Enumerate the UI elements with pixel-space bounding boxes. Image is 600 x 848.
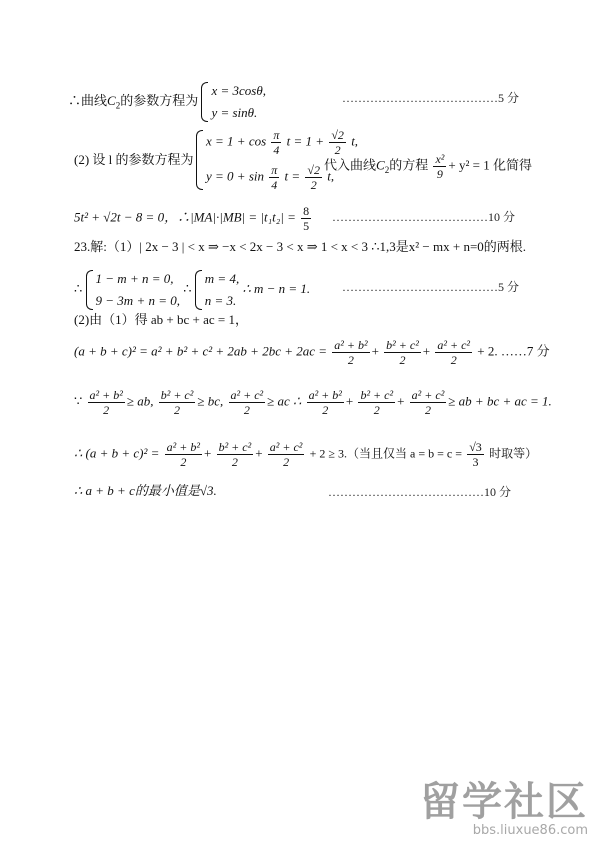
- frac-num: x²: [435, 152, 445, 166]
- therefore-symbol: ∴: [183, 280, 192, 296]
- line-eq-y-part2: t =: [284, 168, 301, 184]
- frac-num: a² + b²: [334, 338, 368, 352]
- frac-ac: [229, 388, 266, 417]
- frac-den: 4: [273, 143, 280, 157]
- score-5-first: [342, 89, 519, 106]
- frac-ac: [268, 440, 305, 469]
- plus-sign: +: [255, 445, 263, 461]
- plus-sign: +: [345, 393, 354, 409]
- curve-subscript: 2: [115, 100, 121, 111]
- dot-leader: …………………………………: [332, 210, 488, 224]
- frac-num: b² + c²: [218, 440, 252, 454]
- dot-leader: …………………………………: [328, 485, 484, 499]
- frac-num: a² + c²: [437, 338, 471, 352]
- inequality-line: [74, 388, 552, 417]
- system-row: m = 4,: [204, 271, 240, 286]
- frac-den: 2: [231, 455, 238, 469]
- watermark-logo-text: 留学社区: [420, 779, 588, 825]
- line-param-l: [74, 128, 532, 192]
- curve-symbol: C: [107, 92, 116, 108]
- frac-num: a² + b²: [166, 440, 200, 454]
- plus-sign: +: [397, 393, 405, 409]
- eight-fifths-frac: [301, 204, 311, 233]
- frac-num: a² + b²: [89, 388, 123, 402]
- equality-condition: + 2 ≥ 3.（当且仅当 a = b = c =: [309, 446, 462, 461]
- frac-den: 3: [472, 455, 479, 469]
- problem-23-line: [74, 239, 526, 255]
- score-5-second: [342, 278, 519, 295]
- frac-bc: [217, 440, 254, 469]
- equality-condition-tail: 时取等）: [489, 446, 538, 461]
- frac-den: 2: [450, 353, 457, 367]
- frac-ac: [410, 388, 447, 417]
- pi-over-4-frac: [269, 163, 279, 192]
- frac-num: a² + c²: [269, 440, 303, 454]
- min-lhs: ∴ (a + b + c)² =: [74, 445, 160, 461]
- frac-bc: [358, 388, 395, 417]
- frac-num: a² + c²: [230, 388, 264, 402]
- line-eq-y-part1: y = 0 + sin: [206, 168, 264, 184]
- root2-over-2-frac: [305, 163, 322, 192]
- frac-ac: [435, 338, 472, 367]
- curve-symbol: C: [376, 157, 385, 173]
- frac-num: a² + b²: [308, 388, 342, 402]
- frac-ab: [332, 338, 369, 367]
- therefore-symbol: ∴: [74, 280, 83, 296]
- frac-den: 2: [322, 403, 329, 417]
- frac-den: 2: [347, 353, 354, 367]
- frac-num: π: [271, 163, 278, 177]
- frac-ab: [165, 440, 202, 469]
- frac-den: 2: [399, 353, 406, 367]
- min-value-text: ∴ a + b + c的最小值是√3.: [74, 483, 217, 498]
- score-10-second: [328, 483, 511, 500]
- param-label: 的参数方程为: [120, 92, 199, 108]
- frac-bc: [159, 388, 196, 417]
- frac-num: π: [273, 128, 280, 142]
- part2-sum-text: (2)由（1）得 ab + bc + ac = 1，: [74, 312, 248, 327]
- frac-den: 2: [283, 455, 290, 469]
- score-10-first: [332, 208, 515, 225]
- frac-den: 2: [334, 143, 341, 157]
- param-eq-y: y = sinθ.: [211, 105, 258, 120]
- frac-den: 2: [243, 403, 250, 417]
- system-row: 1 − m + n = 0,: [95, 271, 174, 286]
- frac-ab: [307, 388, 344, 417]
- frac-bc: [384, 338, 421, 367]
- frac-num: b² + c²: [386, 338, 419, 352]
- quadratic-equation: 5t² + √2t − 8 = 0，∴|MA|·|MB| = |t₁t₂| =: [74, 209, 296, 225]
- expansion-line: [74, 338, 550, 367]
- site-watermark: [420, 770, 588, 838]
- frac-num: b² + c²: [160, 388, 194, 402]
- curve-subscript: 2: [384, 165, 390, 176]
- line-eq-x-part2: t = 1 +: [286, 133, 325, 149]
- problem-23-text: 23.解:（1）| 2x − 3 | < x ⇒ −x < 2x − 3 < x ⇒ 1 < x < 3 ∴1,3是x² − mx + n=0的两根.: [74, 239, 527, 254]
- therefore-text: ∴曲线: [68, 92, 108, 108]
- dot-leader: …………………………………: [342, 91, 498, 105]
- score-label: 5 分: [498, 280, 520, 294]
- frac-ab: [88, 388, 125, 417]
- dot-leader: …………………………………: [342, 280, 498, 294]
- plus-sign: +: [371, 343, 379, 359]
- part2-label: (2) 设 l 的参数方程为: [74, 152, 194, 167]
- line-eq-y-part3: t,: [327, 168, 335, 184]
- line-eq-x-part3: t,: [351, 133, 359, 149]
- system-mn-line: [74, 268, 310, 312]
- line-eq-x-part1: x = 1 + cos: [206, 133, 267, 149]
- frac-den: 2: [310, 178, 317, 192]
- param-eq-x: x = 3cosθ,: [211, 83, 266, 98]
- frac-den: 2: [424, 403, 431, 417]
- part2-sum-line: [74, 312, 248, 328]
- frac-num: √2: [307, 163, 320, 177]
- root3-over-3-frac: [467, 440, 484, 469]
- because-symbol: ∵: [74, 393, 83, 409]
- frac-den: 4: [271, 178, 278, 192]
- system-row: 9 − 3m + n = 0,: [95, 293, 180, 308]
- ineq-part: ≥ ac ∴: [267, 393, 302, 409]
- simplify-text: + y² = 1 化简得: [448, 157, 532, 173]
- expansion-lhs: (a + b + c)² = a² + b² + c² + 2ab + 2bc + 2ac =: [74, 343, 328, 359]
- curve-c2-param-line: [68, 80, 266, 124]
- min-value-line: [74, 483, 217, 499]
- watermark-url: bbs.liuxue86.com: [472, 823, 588, 838]
- frac-den: 2: [174, 403, 181, 417]
- expansion-tail: + 2. ……7 分: [477, 343, 550, 359]
- frac-den: 9: [436, 167, 443, 181]
- frac-num: a² + c²: [411, 388, 445, 402]
- equation-label: 的方程: [389, 157, 429, 173]
- frac-den: 2: [103, 403, 110, 417]
- score-label: 10 分: [488, 210, 516, 224]
- frac-num: 8: [303, 204, 310, 218]
- score-label: 5 分: [498, 91, 520, 105]
- substitute-text: [324, 152, 532, 184]
- system-mn-2: [195, 268, 239, 312]
- ineq-result: ≥ ab + bc + ac = 1.: [448, 393, 552, 409]
- system-row: n = 3.: [204, 293, 237, 308]
- frac-den: 5: [303, 219, 310, 233]
- plus-sign: +: [203, 445, 212, 461]
- system-mn-1: [86, 268, 180, 312]
- ineq-part: ≥ bc,: [197, 393, 224, 409]
- ineq-part: ≥ ab,: [126, 393, 154, 409]
- plus-sign: +: [422, 343, 431, 359]
- substitute-lead: 代入曲线: [324, 157, 377, 173]
- frac-den: 2: [373, 403, 380, 417]
- m-minus-n-result: ∴ m − n = 1.: [242, 280, 311, 296]
- quadratic-line: [74, 204, 313, 233]
- param-system: [201, 80, 266, 124]
- score-label: 10 分: [484, 485, 512, 499]
- frac-den: 2: [180, 455, 187, 469]
- frac-num: √3: [469, 440, 482, 454]
- pi-over-4-frac: [271, 128, 281, 157]
- frac-num: b² + c²: [360, 388, 394, 402]
- frac-num: √2: [331, 128, 344, 142]
- x2-over-9-frac: [433, 152, 446, 181]
- min-derivation-line: [74, 440, 537, 469]
